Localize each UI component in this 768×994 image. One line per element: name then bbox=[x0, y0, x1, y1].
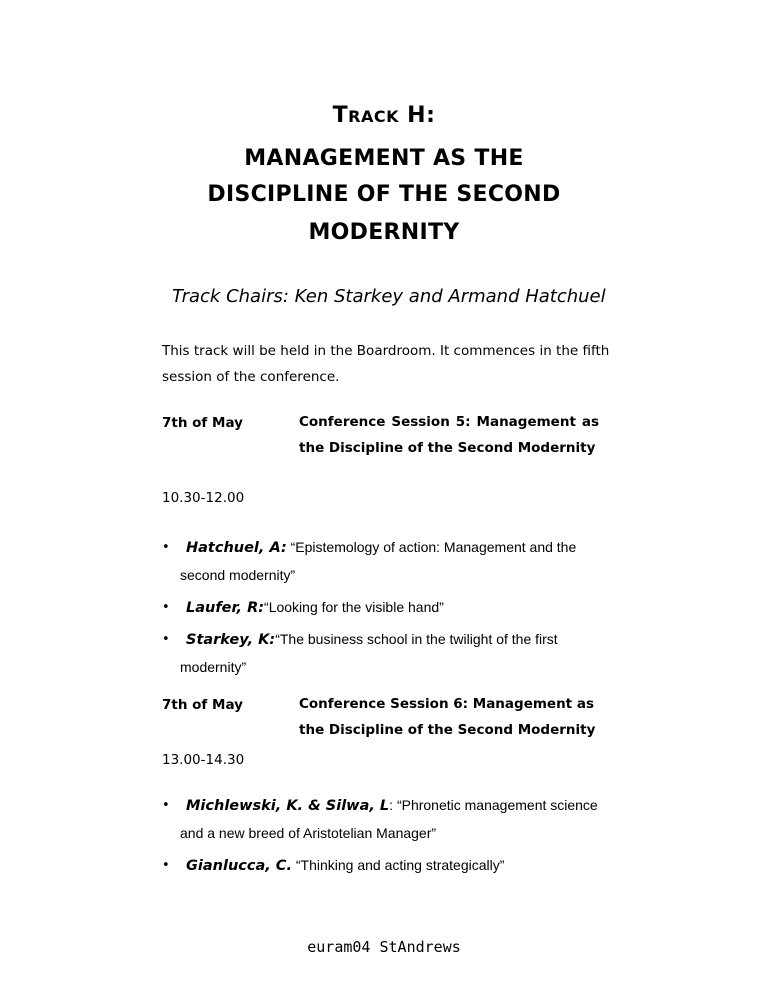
paper-author: Gianlucca, C. bbox=[186, 858, 292, 874]
bullet-icon: • bbox=[162, 540, 170, 555]
paper-title: : “Phronetic management science and a new breed of Aristotelian Manager” bbox=[180, 797, 598, 841]
track-title-line-3: MODERNITY bbox=[308, 220, 460, 245]
paper-title: “Looking for the visible hand” bbox=[264, 599, 444, 615]
track-prefix-cap: T bbox=[332, 103, 349, 128]
bullet-icon: • bbox=[162, 600, 170, 615]
track-heading bbox=[0, 103, 768, 128]
paper-title: “The business school in the twilight of the first modernity” bbox=[180, 631, 558, 675]
list-item bbox=[162, 792, 622, 848]
page-footer: euram04 StAndrews bbox=[307, 938, 461, 956]
bullet-icon: • bbox=[162, 632, 170, 647]
paper-author: Hatchuel, A: bbox=[186, 540, 287, 556]
session-5-time: 10.30-12.00 bbox=[162, 490, 245, 506]
session-6-time: 13.00-14.30 bbox=[162, 752, 245, 768]
track-letter: H: bbox=[407, 103, 436, 128]
session-5-date: 7th of May bbox=[162, 415, 243, 431]
list-item bbox=[162, 594, 622, 622]
track-chairs: Track Chairs: Ken Starkey and Armand Hatchuel bbox=[172, 286, 606, 307]
track-title-line-1: MANAGEMENT AS THE bbox=[244, 146, 524, 171]
session-5-title: Conference Session 5: Management as the Discipline of the Second Modernity bbox=[299, 414, 599, 456]
bullet-icon: • bbox=[162, 858, 170, 873]
intro-paragraph: This track will be held in the Boardroom. It commences in the fifth session of the conference. bbox=[162, 343, 610, 385]
paper-author: Laufer, R: bbox=[186, 600, 265, 616]
session-6-papers bbox=[162, 792, 622, 884]
list-item bbox=[162, 852, 622, 880]
paper-title: “Thinking and acting strategically” bbox=[291, 857, 505, 873]
bullet-icon: • bbox=[162, 798, 170, 813]
session-5-papers bbox=[162, 534, 622, 686]
list-item bbox=[162, 626, 622, 682]
paper-author: Michlewski, K. & Silwa, L bbox=[186, 798, 390, 814]
track-title-line-2: DISCIPLINE OF THE SECOND bbox=[207, 182, 561, 207]
session-6-date: 7th of May bbox=[162, 697, 243, 713]
list-item bbox=[162, 534, 622, 590]
track-prefix-smallcaps: RACK bbox=[348, 107, 399, 126]
paper-title: “Epistemology of action: Management and the second modernity” bbox=[180, 539, 577, 583]
session-6-title: Conference Session 6: Management as the Discipline of the Second Modernity bbox=[299, 696, 596, 738]
paper-author: Starkey, K: bbox=[186, 632, 276, 648]
